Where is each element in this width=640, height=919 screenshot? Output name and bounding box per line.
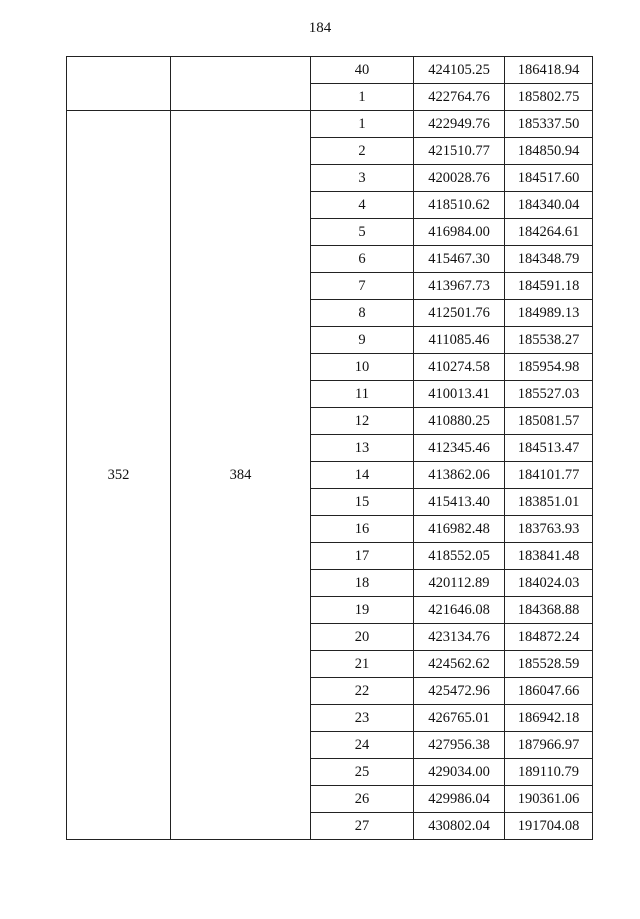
point-number-cell: 15 [311, 489, 414, 516]
y-coordinate-cell: 183763.93 [505, 516, 593, 543]
x-coordinate-cell: 420028.76 [414, 165, 505, 192]
x-coordinate-cell: 410880.25 [414, 408, 505, 435]
point-number-cell: 7 [311, 273, 414, 300]
y-coordinate-cell: 184340.04 [505, 192, 593, 219]
x-coordinate-cell: 421510.77 [414, 138, 505, 165]
x-coordinate-cell: 422949.76 [414, 111, 505, 138]
x-coordinate-cell: 416984.00 [414, 219, 505, 246]
point-number-cell: 1 [311, 111, 414, 138]
y-coordinate-cell: 184368.88 [505, 597, 593, 624]
x-coordinate-cell: 413967.73 [414, 273, 505, 300]
x-coordinate-cell: 430802.04 [414, 813, 505, 840]
y-coordinate-cell: 190361.06 [505, 786, 593, 813]
y-coordinate-cell: 184513.47 [505, 435, 593, 462]
point-number-cell: 23 [311, 705, 414, 732]
point-number-cell: 16 [311, 516, 414, 543]
point-number-cell: 10 [311, 354, 414, 381]
point-number-cell: 26 [311, 786, 414, 813]
x-coordinate-cell: 418510.62 [414, 192, 505, 219]
point-number-cell: 25 [311, 759, 414, 786]
x-coordinate-cell: 410013.41 [414, 381, 505, 408]
point-number-cell: 14 [311, 462, 414, 489]
x-coordinate-cell: 429034.00 [414, 759, 505, 786]
point-number-cell: 9 [311, 327, 414, 354]
point-number-cell: 6 [311, 246, 414, 273]
y-coordinate-cell: 186418.94 [505, 57, 593, 84]
y-coordinate-cell: 184872.24 [505, 624, 593, 651]
y-coordinate-cell: 186942.18 [505, 705, 593, 732]
page-number: 184 [308, 20, 332, 36]
x-coordinate-cell: 410274.58 [414, 354, 505, 381]
x-coordinate-cell: 429986.04 [414, 786, 505, 813]
point-number-cell: 22 [311, 678, 414, 705]
point-number-cell: 21 [311, 651, 414, 678]
y-coordinate-cell: 187966.97 [505, 732, 593, 759]
y-coordinate-cell: 185081.57 [505, 408, 593, 435]
point-number-cell: 27 [311, 813, 414, 840]
y-coordinate-cell: 184348.79 [505, 246, 593, 273]
point-number-cell: 24 [311, 732, 414, 759]
parcel-number-cell: 352 [67, 111, 171, 840]
plot-number-cell [171, 57, 311, 111]
point-number-cell: 11 [311, 381, 414, 408]
point-number-cell: 2 [311, 138, 414, 165]
y-coordinate-cell: 183851.01 [505, 489, 593, 516]
y-coordinate-cell: 184264.61 [505, 219, 593, 246]
point-number-cell: 1 [311, 84, 414, 111]
y-coordinate-cell: 185802.75 [505, 84, 593, 111]
x-coordinate-cell: 412501.76 [414, 300, 505, 327]
point-number-cell: 3 [311, 165, 414, 192]
x-coordinate-cell: 415467.30 [414, 246, 505, 273]
y-coordinate-cell: 186047.66 [505, 678, 593, 705]
point-number-cell: 5 [311, 219, 414, 246]
point-number-cell: 19 [311, 597, 414, 624]
x-coordinate-cell: 413862.06 [414, 462, 505, 489]
y-coordinate-cell: 184850.94 [505, 138, 593, 165]
y-coordinate-cell: 189110.79 [505, 759, 593, 786]
x-coordinate-cell: 415413.40 [414, 489, 505, 516]
table-row [67, 57, 593, 84]
y-coordinate-cell: 185538.27 [505, 327, 593, 354]
plot-number-cell: 384 [171, 111, 311, 840]
x-coordinate-cell: 418552.05 [414, 543, 505, 570]
y-coordinate-cell: 185527.03 [505, 381, 593, 408]
y-coordinate-cell: 183841.48 [505, 543, 593, 570]
x-coordinate-cell: 426765.01 [414, 705, 505, 732]
point-number-cell: 8 [311, 300, 414, 327]
point-number-cell: 13 [311, 435, 414, 462]
y-coordinate-cell: 185337.50 [505, 111, 593, 138]
x-coordinate-cell: 422764.76 [414, 84, 505, 111]
y-coordinate-cell: 184989.13 [505, 300, 593, 327]
point-number-cell: 12 [311, 408, 414, 435]
point-number-cell: 40 [311, 57, 414, 84]
point-number-cell: 20 [311, 624, 414, 651]
point-number-cell: 18 [311, 570, 414, 597]
coordinates-table-body [67, 57, 593, 840]
y-coordinate-cell: 184024.03 [505, 570, 593, 597]
y-coordinate-cell: 184517.60 [505, 165, 593, 192]
coordinates-table [66, 56, 593, 840]
y-coordinate-cell: 185528.59 [505, 651, 593, 678]
x-coordinate-cell: 425472.96 [414, 678, 505, 705]
table-row [67, 111, 593, 138]
parcel-number-cell [67, 57, 171, 111]
point-number-cell: 17 [311, 543, 414, 570]
x-coordinate-cell: 420112.89 [414, 570, 505, 597]
x-coordinate-cell: 411085.46 [414, 327, 505, 354]
y-coordinate-cell: 191704.08 [505, 813, 593, 840]
y-coordinate-cell: 184591.18 [505, 273, 593, 300]
x-coordinate-cell: 424105.25 [414, 57, 505, 84]
x-coordinate-cell: 412345.46 [414, 435, 505, 462]
x-coordinate-cell: 424562.62 [414, 651, 505, 678]
point-number-cell: 4 [311, 192, 414, 219]
x-coordinate-cell: 427956.38 [414, 732, 505, 759]
x-coordinate-cell: 423134.76 [414, 624, 505, 651]
x-coordinate-cell: 416982.48 [414, 516, 505, 543]
y-coordinate-cell: 185954.98 [505, 354, 593, 381]
y-coordinate-cell: 184101.77 [505, 462, 593, 489]
x-coordinate-cell: 421646.08 [414, 597, 505, 624]
